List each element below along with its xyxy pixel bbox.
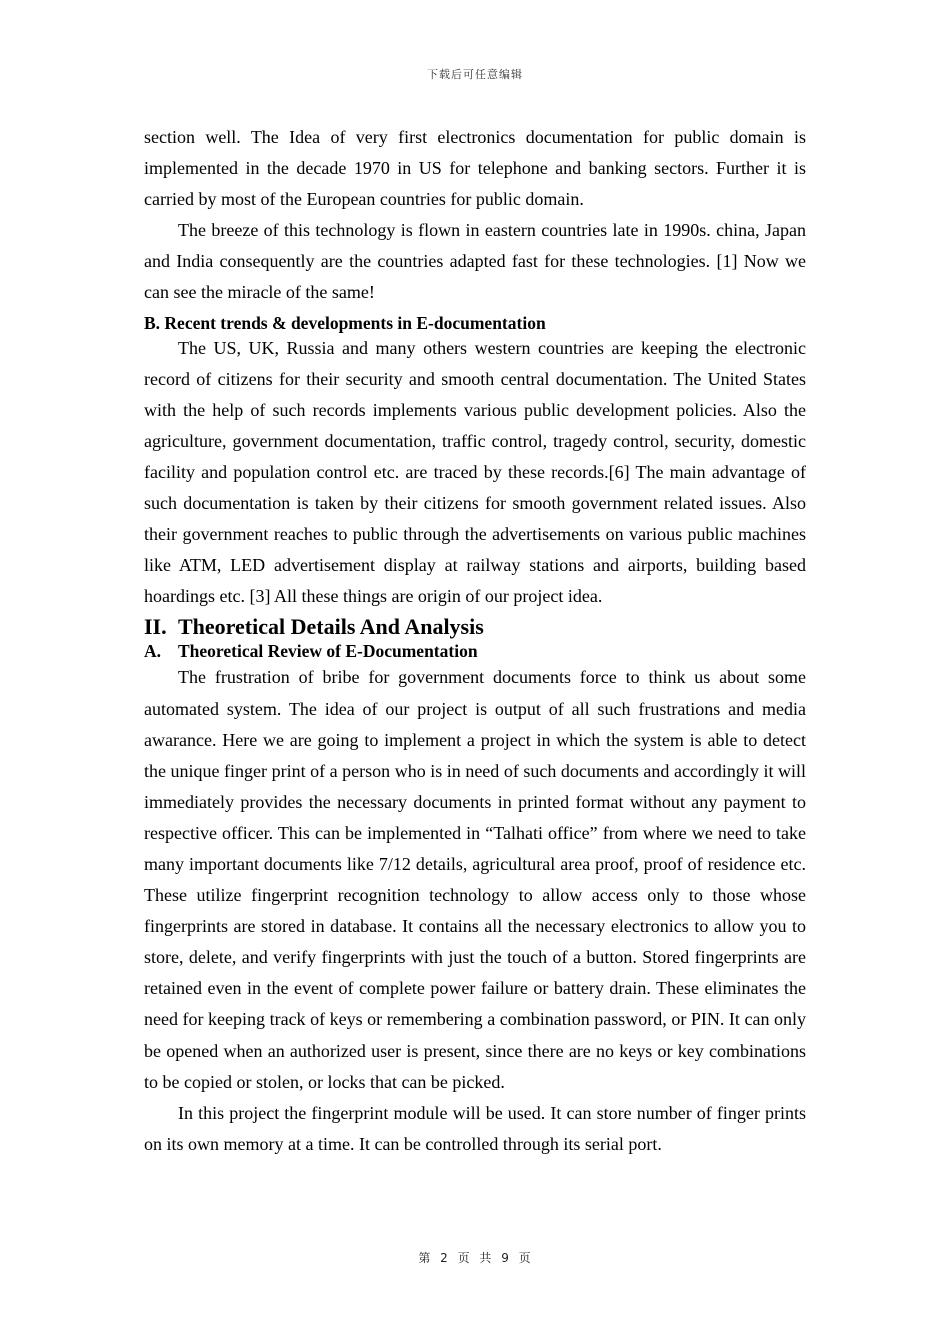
subsection-a-title: Theoretical Review of E-Documentation xyxy=(178,641,478,662)
page-footer: 第 2 页 共 9 页 xyxy=(418,1251,532,1265)
paragraph-continuation: section well. The Idea of very first electronics documentation for public domain is implemented in the decade 1970 in US for telephone and banking sectors. Further it is carried by most of the European countries for public domain. xyxy=(144,127,806,210)
subsection-a-paragraph-2: In this project the fingerprint module will be used. It can store number of finger prints on its own memory at a time. It can be controlled through its serial port. xyxy=(144,1102,806,1154)
section-2-number: II. xyxy=(144,614,167,640)
page-header: 下载后可任意编辑 xyxy=(427,68,523,81)
paragraph-breeze: The breeze of this technology is flown in eastern countries late in 1990s. china, Japan and India consequently are the countries adapted fast for these technologies. [1] Now we can see the miracle of the same! xyxy=(144,220,806,303)
subsection-b-body: The US, UK, Russia and many others western countries are keeping the electronic record of citizens for their security and smooth central documentation. The United States with the help of such records implements various public development policies. Also the agriculture, government documentation, traffic control, tragedy control, security, domestic facility and population control etc. are traced by these records.[6] The main advantage of such documentation is taken by their citizens for smooth government related issues. Also their government reaches to public through the advertisements on various public machines like ATM, LED advertisement display at railway stations and airports, building based hoardings etc. [3] All these things are origin of our project idea. xyxy=(144,337,806,607)
section-2-title: Theoretical Details And Analysis xyxy=(178,614,484,640)
section-2-heading xyxy=(144,614,806,640)
page-content xyxy=(144,122,806,1160)
subsection-a-paragraph-1: The frustration of bribe for government documents force to think us about some automated system. The idea of our project is output of all such frustrations and media awarance. Here we are going to implement a project in which the system is able to detect the unique finger print of a person who is in need of such documents and accordingly it will immediately provides the necessary documents in printed format without any payment to respective officer. This can be implemented in “Talhati office” from where we need to take many important documents like 7/12 details, agricultural area proof, proof of residence etc. These utilize fingerprint recognition technology to allow access only to those whose fingerprints are stored in database. It contains all the necessary electronics to allow you to store, delete, and verify fingerprints with just the touch of a button. Stored fingerprints are retained even in the event of complete power failure or battery drain. These eliminates the need for keeping track of keys or remembering a combination password, or PIN. It can only be opened when an authorized user is present, since there are no keys or key combinations to be copied or stolen, or locks that can be picked. xyxy=(144,667,806,1092)
subsection-b-heading: B. Recent trends & developments in E-documentation xyxy=(144,312,546,333)
subsection-a-heading xyxy=(144,640,806,662)
subsection-a-number: A. xyxy=(144,641,162,662)
